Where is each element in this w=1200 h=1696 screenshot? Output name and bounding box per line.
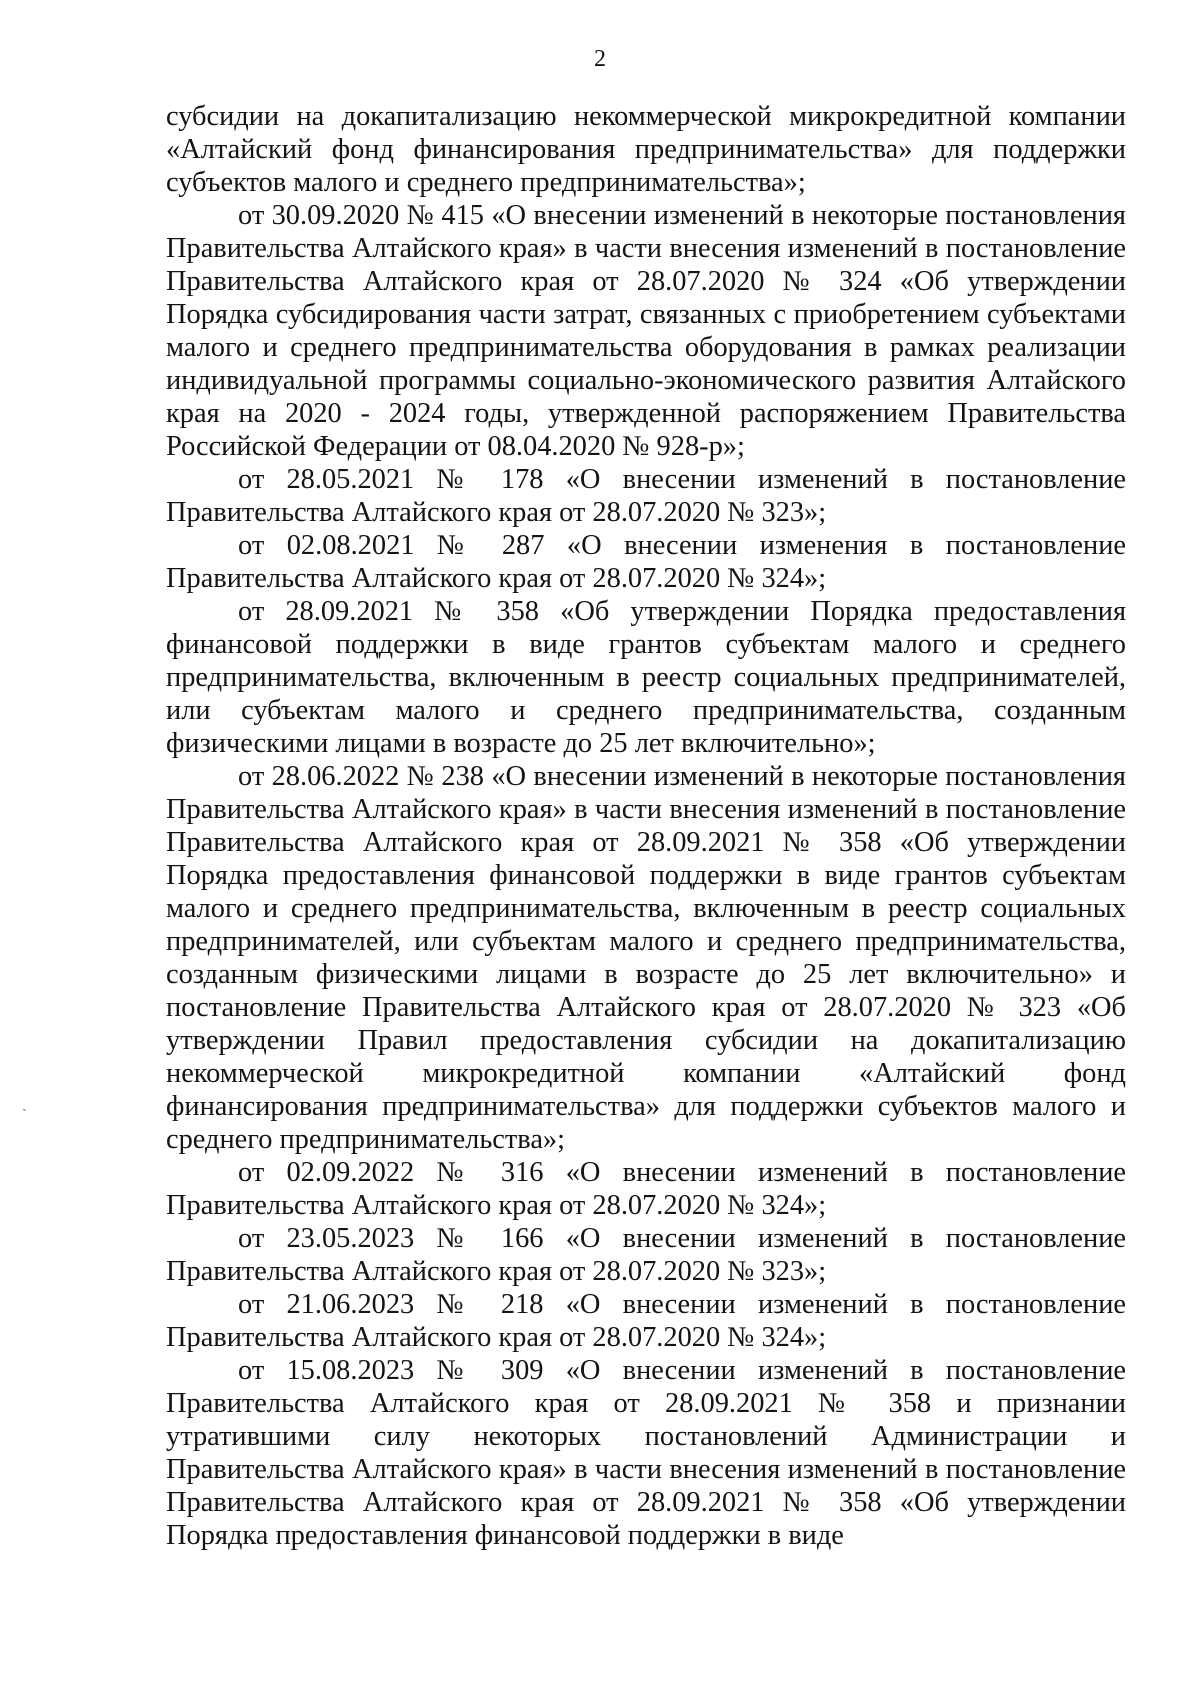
document-body: [166, 100, 1126, 1552]
paragraph-7: от 02.09.2022 № 316 «О внесении изменений в постановление Правительства Алтайского края от 28.07.2020 № 324»;: [166, 1157, 1126, 1221]
paragraph-5: от 28.09.2021 № 358 «Об утверждении Порядка предоставления финансовой поддержки в виде грантов субъектам малого и среднего предпринимательства, включенным в реестр социальных предпринимателей, или субъектам малого и среднего предпринимательства, созданным физическими лицами в возрасте до 25 лет включительно»;: [166, 596, 1126, 759]
paragraph-3: от 28.05.2021 № 178 «О внесении изменений в постановление Правительства Алтайского края от 28.07.2020 № 323»;: [166, 464, 1126, 528]
paragraph-9: от 21.06.2023 № 218 «О внесении изменений в постановление Правительства Алтайского края от 28.07.2020 № 324»;: [166, 1289, 1126, 1353]
paragraph-6: от 28.06.2022 № 238 «О внесении изменений в некоторые постановления Правительства Алтайского края» в части внесения изменений в постановление Правительства Алтайского края от 28.09.2021 № 358 «Об утверждении Порядка предоставления финансовой поддержки в виде грантов субъектам малого и среднего предпринимательства, включенным в реестр социальных предпринимателей, или субъектам малого и среднего предпринимательства, созданным физическими лицами в возрасте до 25 лет включительно» и постановление Правительства Алтайского края от 28.07.2020 № 323 «Об утверждении Правил предоставления субсидии на докапитализацию некоммерческой микрокредитной компании «Алтайский фонд финансирования предпринимательства» для поддержки субъектов малого и среднего предпринимательства»;: [166, 761, 1126, 1155]
paragraph-1: субсидии на докапитализацию некоммерческой микрокредитной компании «Алтайский фонд финансирования предпринимательства» для поддержки субъектов малого и среднего предпринимательства»;: [166, 101, 1126, 198]
paragraph-8: от 23.05.2023 № 166 «О внесении изменений в постановление Правительства Алтайского края от 28.07.2020 № 323»;: [166, 1223, 1126, 1287]
margin-mark: ˎ: [22, 1097, 27, 1112]
paragraph-2: от 30.09.2020 № 415 «О внесении изменений в некоторые постановления Правительства Алтайского края» в части внесения изменений в постановление Правительства Алтайского края от 28.07.2020 № 324 «Об утверждении Порядка субсидирования части затрат, связанных с приобретением субъектами малого и среднего предпринимательства оборудования в рамках реализации индивидуальной программы социально-экономического развития Алтайского края на 2020 - 2024 годы, утвержденной распоряжением Правительства Российской Федерации от 08.04.2020 № 928-р»;: [166, 200, 1126, 462]
page-number: 2: [594, 46, 606, 72]
paragraph-10: от 15.08.2023 № 309 «О внесении изменений в постановление Правительства Алтайского края от 28.09.2021 № 358 и признании утратившими силу некоторых постановлений Администрации и Правительства Алтайского края» в части внесения изменений в постановление Правительства Алтайского края от 28.09.2021 № 358 «Об утверждении Порядка предоставления финансовой поддержки в виде: [166, 1355, 1126, 1551]
paragraph-4: от 02.08.2021 № 287 «О внесении изменения в постановление Правительства Алтайского края от 28.07.2020 № 324»;: [166, 530, 1126, 594]
